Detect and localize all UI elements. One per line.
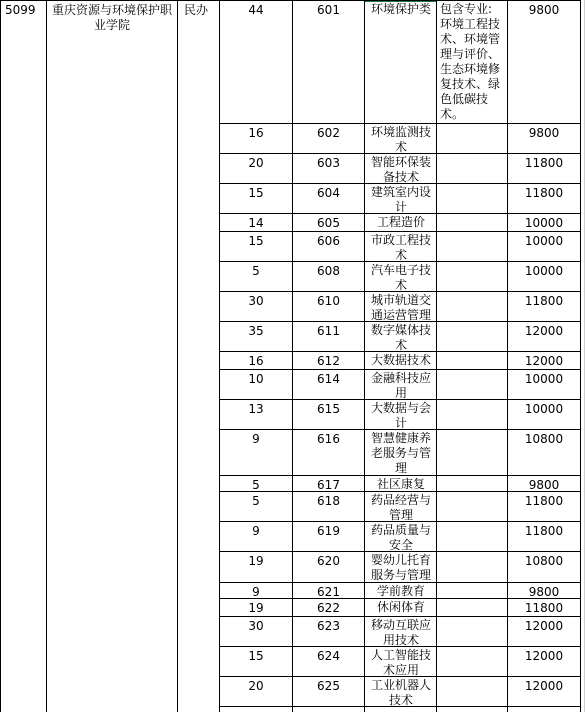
major-code: 604 xyxy=(317,186,340,200)
major-code: 611 xyxy=(317,324,340,338)
major-code: 618 xyxy=(317,494,340,508)
major-note-cell[interactable] xyxy=(437,262,507,291)
row-border xyxy=(219,598,581,599)
tuition-fee: 9800 xyxy=(528,478,560,491)
row-border xyxy=(219,369,581,370)
major-name-cell[interactable] xyxy=(365,214,436,231)
tuition-fee: 10000 xyxy=(524,264,564,278)
major-name: 汽车电子技术 xyxy=(370,263,431,291)
row-border xyxy=(219,521,581,522)
tuition-fee-cell[interactable] xyxy=(508,430,580,475)
plan-count-cell[interactable] xyxy=(220,154,292,183)
plan-count: 30 xyxy=(248,619,264,633)
major-name: 婴幼儿托育服务与管理 xyxy=(370,553,431,582)
row-border xyxy=(219,213,581,214)
major-name-cell[interactable] xyxy=(365,476,436,491)
row-border xyxy=(0,0,581,1)
column-border xyxy=(292,0,293,712)
school-type: 民办 xyxy=(184,3,209,17)
tuition-fee: 11800 xyxy=(524,156,564,170)
row-border xyxy=(219,231,581,232)
plan-count: 5 xyxy=(252,494,260,508)
major-name-cell[interactable] xyxy=(365,292,436,321)
major-note: 包含专业:环境工程技术、环境管理与评价、生态环境修复技术、绿色低碳技术。 xyxy=(440,2,501,121)
major-name: 城市轨道交通运营管理 xyxy=(370,293,431,321)
tuition-fee-cell[interactable] xyxy=(508,492,580,521)
major-name-cell[interactable] xyxy=(365,1,436,123)
major-note-cell[interactable] xyxy=(437,583,507,598)
row-border xyxy=(219,261,581,262)
major-code: 606 xyxy=(317,234,340,248)
tuition-fee-cell[interactable] xyxy=(508,400,580,429)
major-code-cell[interactable] xyxy=(293,476,364,491)
major-code-cell[interactable] xyxy=(293,232,364,261)
major-name-cell[interactable] xyxy=(365,232,436,261)
plan-count: 19 xyxy=(248,554,264,568)
column-border xyxy=(46,0,47,712)
major-code: 605 xyxy=(317,216,340,230)
major-name-cell[interactable] xyxy=(365,370,436,399)
school-name-cell[interactable] xyxy=(47,1,177,41)
plan-count: 14 xyxy=(248,216,264,230)
plan-count-cell[interactable] xyxy=(220,232,292,261)
tuition-fee-cell[interactable] xyxy=(508,154,580,183)
major-name: 智慧健康养老服务与管理 xyxy=(370,431,431,475)
row-border xyxy=(219,475,581,476)
row-border xyxy=(219,291,581,292)
major-code-cell[interactable] xyxy=(293,154,364,183)
row-border xyxy=(219,351,581,352)
major-code: 614 xyxy=(317,372,340,386)
major-code: 603 xyxy=(317,156,340,170)
major-note-cell[interactable] xyxy=(437,232,507,261)
major-code-cell[interactable] xyxy=(293,124,364,153)
major-code: 624 xyxy=(317,649,340,663)
row-border xyxy=(219,491,581,492)
plan-count-cell[interactable] xyxy=(220,522,292,551)
column-border xyxy=(580,0,581,712)
plan-count: 9 xyxy=(252,585,260,598)
row-border xyxy=(219,399,581,400)
plan-count: 20 xyxy=(248,679,264,693)
major-note-cell[interactable] xyxy=(437,552,507,582)
plan-count-cell[interactable] xyxy=(220,124,292,153)
major-name: 工业机器人技术 xyxy=(370,678,431,706)
tuition-fee-cell[interactable] xyxy=(508,552,580,582)
row-border xyxy=(219,183,581,184)
plan-count: 30 xyxy=(248,294,264,308)
tuition-fee: 12000 xyxy=(524,619,564,633)
row-border xyxy=(219,646,581,647)
major-code-cell[interactable] xyxy=(293,292,364,321)
school-type-cell[interactable] xyxy=(178,1,218,31)
major-code-cell[interactable] xyxy=(293,370,364,399)
tuition-fee: 10800 xyxy=(524,432,564,446)
major-code-cell[interactable] xyxy=(293,677,364,706)
major-code-cell[interactable] xyxy=(293,647,364,676)
major-name-cell[interactable] xyxy=(365,184,436,213)
tuition-fee: 9800 xyxy=(528,3,560,17)
major-code-cell[interactable] xyxy=(293,400,364,429)
major-name: 建筑室内设计 xyxy=(370,185,431,213)
tuition-fee: 12000 xyxy=(524,679,564,693)
tuition-fee-cell[interactable] xyxy=(508,184,580,213)
major-note-cell[interactable] xyxy=(437,476,507,491)
major-name-cell[interactable] xyxy=(365,617,436,646)
major-code-cell[interactable] xyxy=(293,322,364,351)
major-code: 608 xyxy=(317,264,340,278)
major-name-cell[interactable] xyxy=(365,522,436,551)
major-name-cell[interactable] xyxy=(365,124,436,153)
tuition-fee-cell[interactable] xyxy=(508,292,580,321)
plan-count-cell[interactable] xyxy=(220,1,292,123)
plan-count: 44 xyxy=(248,3,264,17)
plan-count-cell[interactable] xyxy=(220,617,292,646)
major-name: 学前教育 xyxy=(376,584,425,598)
major-code-cell[interactable] xyxy=(293,1,364,123)
column-border xyxy=(436,0,437,712)
row-border xyxy=(219,582,581,583)
plan-count: 16 xyxy=(248,354,264,368)
tuition-fee: 11800 xyxy=(524,294,564,308)
major-name: 大数据技术 xyxy=(370,353,431,367)
row-border xyxy=(219,123,581,124)
plan-count: 9 xyxy=(252,524,260,538)
plan-count-cell[interactable] xyxy=(220,492,292,521)
major-code-cell[interactable] xyxy=(293,617,364,646)
major-note-cell[interactable] xyxy=(437,124,507,153)
plan-count-cell[interactable] xyxy=(220,322,292,351)
school-code-cell[interactable] xyxy=(1,1,46,31)
major-code-cell[interactable] xyxy=(293,262,364,291)
plan-count: 16 xyxy=(248,126,264,140)
plan-count-cell[interactable] xyxy=(220,214,292,231)
plan-count-cell[interactable] xyxy=(220,599,292,616)
major-code: 620 xyxy=(317,554,340,568)
plan-count: 20 xyxy=(248,156,264,170)
plan-count-cell[interactable] xyxy=(220,677,292,706)
tuition-fee: 12000 xyxy=(524,649,564,663)
major-code: 615 xyxy=(317,402,340,416)
tuition-fee: 9800 xyxy=(528,126,560,140)
major-name-cell[interactable] xyxy=(365,492,436,521)
major-code: 602 xyxy=(317,126,340,140)
major-note-cell[interactable] xyxy=(437,184,507,213)
major-name-cell[interactable] xyxy=(365,154,436,183)
major-code: 621 xyxy=(317,585,340,598)
major-code-cell[interactable] xyxy=(293,352,364,369)
plan-count-cell[interactable] xyxy=(220,184,292,213)
major-name-cell[interactable] xyxy=(365,262,436,291)
major-code-cell[interactable] xyxy=(293,599,364,616)
row-border xyxy=(219,429,581,430)
tuition-fee: 12000 xyxy=(524,354,564,368)
column-border xyxy=(0,0,1,712)
major-code: 625 xyxy=(317,679,340,693)
row-border xyxy=(219,616,581,617)
tuition-fee-cell[interactable] xyxy=(508,232,580,261)
plan-count-cell[interactable] xyxy=(220,430,292,475)
major-name: 数字媒体技术 xyxy=(370,323,431,351)
plan-count: 15 xyxy=(248,234,264,248)
tuition-fee-cell[interactable] xyxy=(508,322,580,351)
major-name-cell[interactable] xyxy=(365,552,436,582)
plan-count-cell[interactable] xyxy=(220,583,292,598)
tuition-fee: 9800 xyxy=(528,585,560,598)
major-name-cell[interactable] xyxy=(365,400,436,429)
major-note-cell[interactable] xyxy=(437,617,507,646)
tuition-fee-cell[interactable] xyxy=(508,1,580,123)
tuition-fee-cell[interactable] xyxy=(508,647,580,676)
major-note-cell[interactable] xyxy=(437,492,507,521)
major-code-cell[interactable] xyxy=(293,552,364,582)
tuition-fee-cell[interactable] xyxy=(508,583,580,598)
major-name: 金融科技应用 xyxy=(370,371,431,399)
gridline xyxy=(584,0,585,712)
tuition-fee-cell[interactable] xyxy=(508,522,580,551)
major-code: 617 xyxy=(317,478,340,491)
major-code: 623 xyxy=(317,619,340,633)
major-name: 市政工程技术 xyxy=(370,233,431,261)
major-name-cell[interactable] xyxy=(365,677,436,706)
major-code-cell[interactable] xyxy=(293,583,364,598)
major-name: 社区康复 xyxy=(376,477,425,491)
major-code-cell[interactable] xyxy=(293,492,364,521)
plan-count: 19 xyxy=(248,601,264,615)
major-code-cell[interactable] xyxy=(293,184,364,213)
major-name: 休闲体育 xyxy=(376,600,425,614)
tuition-fee: 11800 xyxy=(524,601,564,615)
row-border xyxy=(219,676,581,677)
major-name: 智能环保装备技术 xyxy=(370,155,431,183)
plan-count-cell[interactable] xyxy=(220,552,292,582)
plan-count: 5 xyxy=(252,264,260,278)
major-name-cell[interactable] xyxy=(365,430,436,475)
major-note-cell[interactable] xyxy=(437,214,507,231)
major-name: 大数据与会计 xyxy=(370,401,431,429)
tuition-fee: 10000 xyxy=(524,402,564,416)
major-note-cell[interactable] xyxy=(437,1,507,123)
major-name-cell[interactable] xyxy=(365,599,436,616)
major-code: 616 xyxy=(317,432,340,446)
major-name: 环境监测技术 xyxy=(370,125,431,153)
major-note-cell[interactable] xyxy=(437,522,507,551)
tuition-fee-cell[interactable] xyxy=(508,677,580,706)
column-border xyxy=(507,0,508,712)
plan-count: 15 xyxy=(248,186,264,200)
major-name: 药品质量与安全 xyxy=(370,523,431,551)
plan-count: 13 xyxy=(248,402,264,416)
major-code: 619 xyxy=(317,524,340,538)
school-name: 重庆资源与环境保护职业学院 xyxy=(51,3,172,32)
row-border xyxy=(219,706,581,707)
tuition-fee-cell[interactable] xyxy=(508,352,580,369)
tuition-fee: 10000 xyxy=(524,372,564,386)
tuition-fee-cell[interactable] xyxy=(508,262,580,291)
tuition-fee: 11800 xyxy=(524,494,564,508)
tuition-fee: 11800 xyxy=(524,186,564,200)
tuition-fee: 12000 xyxy=(524,324,564,338)
column-border xyxy=(364,0,365,712)
tuition-fee: 10000 xyxy=(524,234,564,248)
major-note-cell[interactable] xyxy=(437,400,507,429)
tuition-fee-cell[interactable] xyxy=(508,476,580,491)
major-note-cell[interactable] xyxy=(437,370,507,399)
tuition-fee-cell[interactable] xyxy=(508,124,580,153)
plan-count-cell[interactable] xyxy=(220,292,292,321)
major-name: 人工智能技术应用 xyxy=(370,648,431,676)
plan-count: 5 xyxy=(252,478,260,491)
major-name: 药品经营与管理 xyxy=(370,493,431,521)
plan-count: 35 xyxy=(248,324,264,338)
major-name: 移动互联应用技术 xyxy=(370,618,431,646)
plan-count-cell[interactable] xyxy=(220,647,292,676)
plan-count-cell[interactable] xyxy=(220,352,292,369)
major-code-cell[interactable] xyxy=(293,522,364,551)
major-name-cell[interactable] xyxy=(365,647,436,676)
tuition-fee: 11800 xyxy=(524,524,564,538)
school-code: 5099 xyxy=(5,3,36,17)
major-note-cell[interactable] xyxy=(437,430,507,475)
row-border xyxy=(219,321,581,322)
plan-count-cell[interactable] xyxy=(220,262,292,291)
tuition-fee-cell[interactable] xyxy=(508,370,580,399)
row-border xyxy=(219,153,581,154)
major-code-cell[interactable] xyxy=(293,214,364,231)
row-border xyxy=(219,551,581,552)
major-code: 612 xyxy=(317,354,340,368)
plan-count-cell[interactable] xyxy=(220,476,292,491)
plan-count-cell[interactable] xyxy=(220,370,292,399)
major-note-cell[interactable] xyxy=(437,322,507,351)
major-name: 环境保护类 xyxy=(370,2,431,16)
column-border xyxy=(177,0,178,712)
major-code: 610 xyxy=(317,294,340,308)
major-code-cell[interactable] xyxy=(293,430,364,475)
major-note-cell[interactable] xyxy=(437,154,507,183)
major-note-cell[interactable] xyxy=(437,647,507,676)
major-name-cell[interactable] xyxy=(365,583,436,598)
major-note-cell[interactable] xyxy=(437,352,507,369)
major-note-cell[interactable] xyxy=(437,677,507,706)
major-name-cell[interactable] xyxy=(365,352,436,369)
tuition-fee: 10800 xyxy=(524,554,564,568)
tuition-fee: 10000 xyxy=(524,216,564,230)
major-name-cell[interactable] xyxy=(365,322,436,351)
column-border xyxy=(219,0,220,712)
plan-count: 15 xyxy=(248,649,264,663)
plan-count-cell[interactable] xyxy=(220,400,292,429)
tuition-fee-cell[interactable] xyxy=(508,617,580,646)
plan-count: 10 xyxy=(248,372,264,386)
tuition-fee-cell[interactable] xyxy=(508,214,580,231)
plan-count: 9 xyxy=(252,432,260,446)
major-note-cell[interactable] xyxy=(437,599,507,616)
major-code: 622 xyxy=(317,601,340,615)
tuition-fee-cell[interactable] xyxy=(508,599,580,616)
major-note-cell[interactable] xyxy=(437,292,507,321)
major-name: 工程造价 xyxy=(376,215,425,229)
major-code: 601 xyxy=(317,3,340,17)
